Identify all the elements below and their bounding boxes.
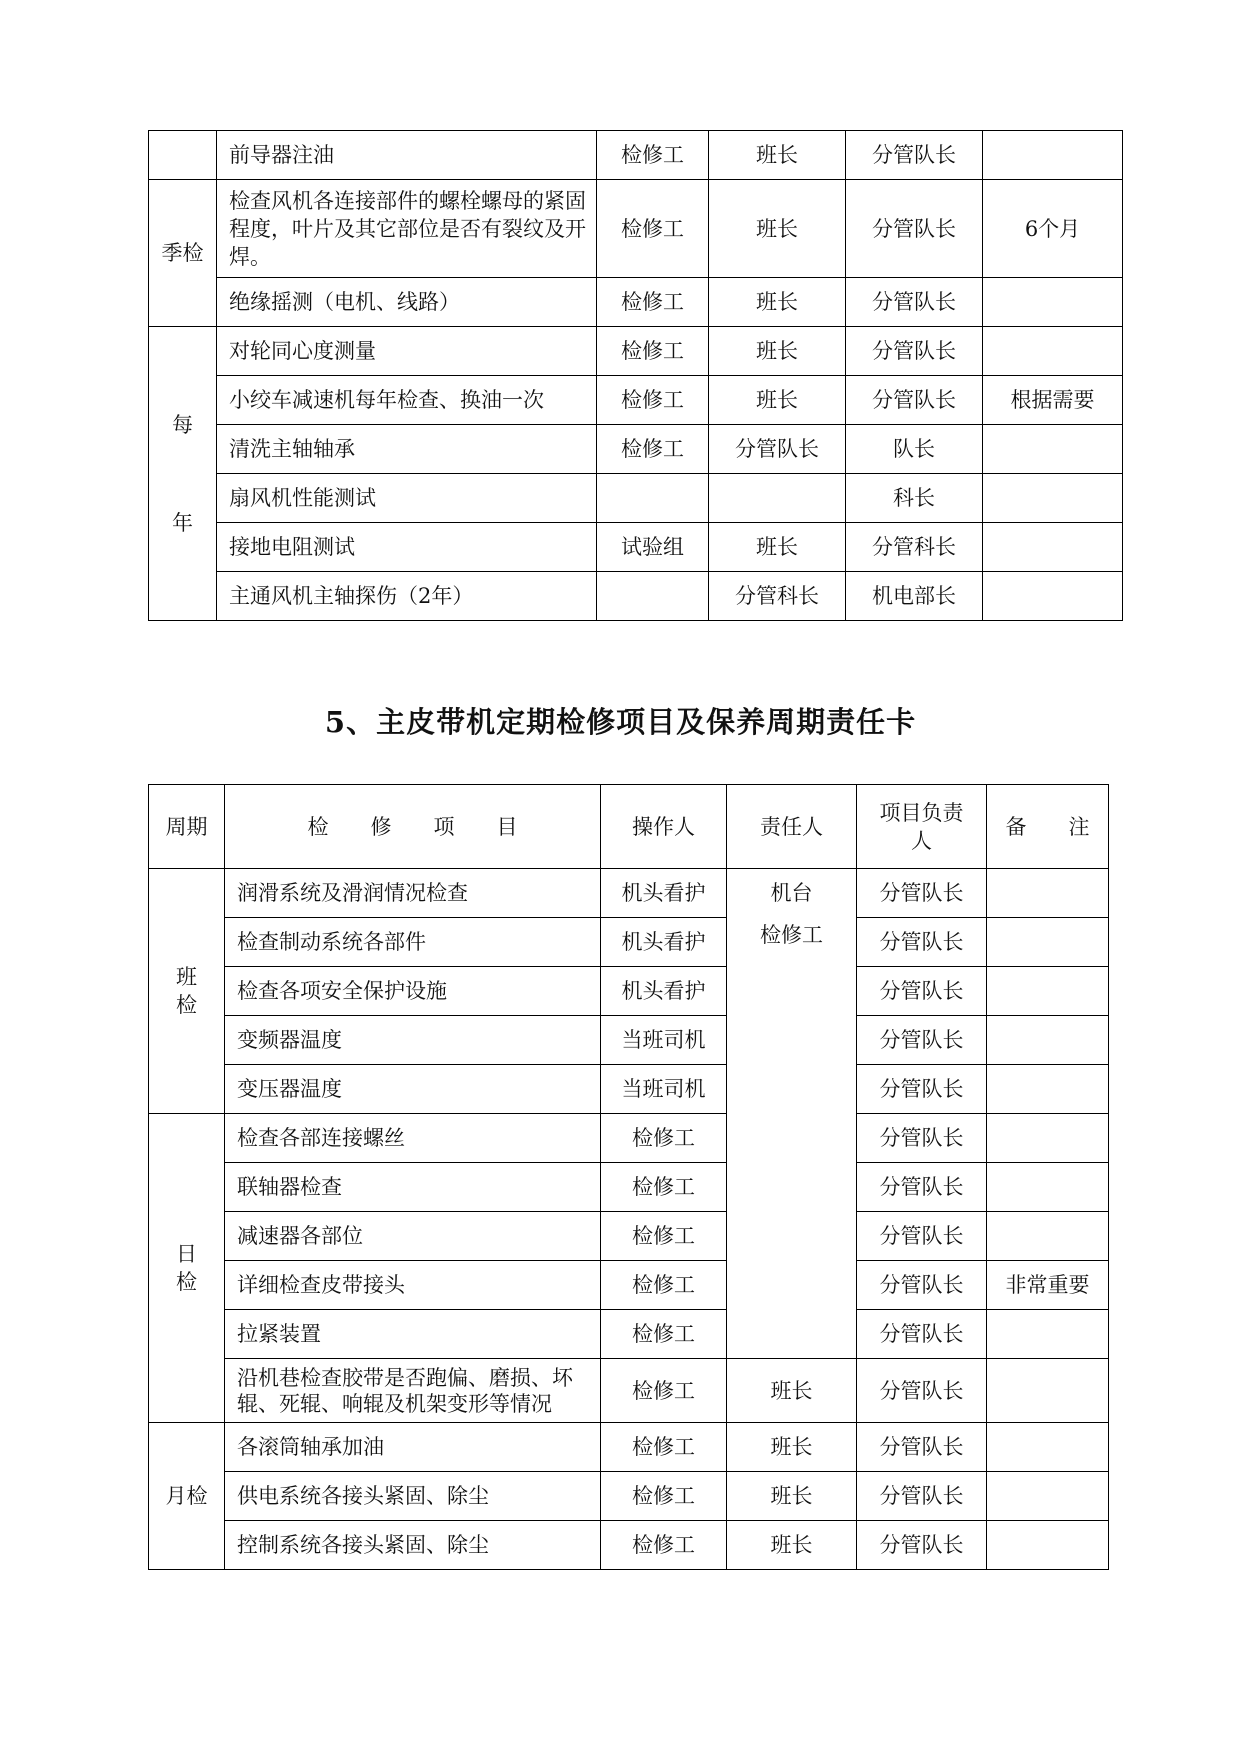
header-item: 检 修 项 目 [225,785,601,869]
responsible-cell: 班长 [727,1472,857,1521]
period-cell [149,131,217,180]
period-year-char-1: 每 [172,412,193,437]
leader-cell: 分管队长 [857,1423,987,1472]
section-title: 5、主皮带机定期检修项目及保养周期责任卡 [324,705,917,739]
item-cell: 变压器温度 [225,1065,601,1114]
operator-cell: 检修工 [601,1114,727,1163]
leader-cell: 分管队长 [857,1310,987,1359]
note-cell [983,327,1123,376]
item-cell: 变频器温度 [225,1016,601,1065]
item-cell: 检查各部连接螺丝 [225,1114,601,1163]
item-cell: 详细检查皮带接头 [225,1261,601,1310]
item-cell: 检查制动系统各部件 [225,918,601,967]
note-cell [983,474,1123,523]
leader-cell: 分管队长 [857,1212,987,1261]
period-cell-year [149,327,217,621]
table-row [149,474,1123,523]
note-cell [983,278,1123,327]
note-cell [987,1359,1109,1423]
table-row [149,918,1109,967]
responsible-cell: 班长 [709,376,846,425]
responsible-cell: 班长 [727,1359,857,1423]
period-year-char-2: 年 [172,510,193,535]
item-cell: 各滚筒轴承加油 [225,1423,601,1472]
note-cell [987,869,1109,918]
item-cell: 主通风机主轴探伤（2年） [217,572,597,621]
item-cell: 检查各项安全保护设施 [225,967,601,1016]
leader-cell: 分管队长 [857,1359,987,1423]
leader-cell: 分管队长 [846,180,983,278]
table-row [149,1212,1109,1261]
leader-cell: 科长 [846,474,983,523]
leader-cell: 队长 [846,425,983,474]
leader-cell: 分管队长 [857,1114,987,1163]
responsible-cell [709,474,846,523]
operator-cell: 检修工 [597,278,709,327]
header-note: 备 注 [987,785,1109,869]
header-responsible: 责任人 [727,785,857,869]
leader-cell: 分管队长 [857,1065,987,1114]
operator-cell: 检修工 [601,1472,727,1521]
table-row [149,869,1109,918]
operator-cell: 检修工 [597,327,709,376]
item-cell: 检查风机各连接部件的螺栓螺母的紧固程度，叶片及其它部位是否有裂纹及开焊。 [217,180,597,278]
table-row [149,327,1123,376]
table-row [149,1114,1109,1163]
note-cell [987,1310,1109,1359]
leader-cell: 分管队长 [846,278,983,327]
period-day-char-2: 检 [176,1270,197,1294]
table-row [149,425,1123,474]
item-cell: 拉紧装置 [225,1310,601,1359]
note-cell: 根据需要 [983,376,1123,425]
leader-cell: 分管科长 [846,523,983,572]
operator-cell: 检修工 [601,1359,727,1423]
note-cell [987,918,1109,967]
header-leader-line-2: 人 [911,828,932,853]
leader-cell: 分管队长 [857,1163,987,1212]
operator-cell: 当班司机 [601,1065,727,1114]
item-cell: 控制系统各接头紧固、除尘 [225,1521,601,1570]
leader-cell: 分管队长 [846,376,983,425]
responsible-cell: 班长 [727,1521,857,1570]
period-cell-day [149,1114,225,1423]
header-operator: 操作人 [601,785,727,869]
period-day-char-1: 日 [176,1242,197,1266]
operator-cell: 检修工 [601,1261,727,1310]
table-row [149,1423,1109,1472]
leader-cell: 分管队长 [857,967,987,1016]
operator-cell: 试验组 [597,523,709,572]
leader-cell: 分管队长 [846,131,983,180]
operator-cell: 检修工 [601,1521,727,1570]
header-leader-line-1: 项目负责 [879,800,964,825]
period-cell-shift [149,869,225,1114]
table-row [149,1359,1109,1423]
responsible-cell: 分管队长 [709,425,846,474]
table-row [149,1016,1109,1065]
item-cell: 沿机巷检查胶带是否跑偏、磨损、坏辊、死辊、响辊及机架变形等情况 [225,1359,601,1423]
item-cell: 前导器注油 [217,131,597,180]
operator-cell: 检修工 [601,1212,727,1261]
operator-cell [597,572,709,621]
item-cell: 扇风机性能测试 [217,474,597,523]
responsible-cell: 班长 [709,523,846,572]
table-row [149,278,1123,327]
belt-conveyor-maintenance-table [148,784,1109,1570]
table-row [149,1261,1109,1310]
period-shift-char-2: 检 [176,993,197,1017]
leader-cell: 分管队长 [857,1261,987,1310]
table-row [149,1065,1109,1114]
leader-cell: 机电部长 [846,572,983,621]
note-cell [987,1016,1109,1065]
period-cell-month: 月检 [149,1423,225,1570]
operator-cell: 机头看护 [601,918,727,967]
note-cell [987,967,1109,1016]
header-leader [857,785,987,869]
table-row [149,1310,1109,1359]
operator-cell: 检修工 [597,180,709,278]
note-cell [987,1114,1109,1163]
responsible-cell: 班长 [709,180,846,278]
responsible-cell: 班长 [709,278,846,327]
responsible-cell: 分管科长 [709,572,846,621]
table-row [149,572,1123,621]
period-shift-char-1: 班 [176,965,197,989]
leader-cell: 分管队长 [857,1521,987,1570]
leader-cell: 分管队长 [857,1016,987,1065]
operator-cell: 当班司机 [601,1016,727,1065]
item-cell: 清洗主轴轴承 [217,425,597,474]
note-cell [983,131,1123,180]
note-cell: 6个月 [983,180,1123,278]
operator-cell: 检修工 [597,131,709,180]
operator-cell: 检修工 [601,1310,727,1359]
item-cell: 小绞车减速机每年检查、换油一次 [217,376,597,425]
fan-maintenance-table [148,130,1123,621]
table-row [149,376,1123,425]
table-row [149,523,1123,572]
item-cell: 减速器各部位 [225,1212,601,1261]
operator-cell [597,474,709,523]
operator-cell: 检修工 [601,1423,727,1472]
responsible-cell: 班长 [727,1423,857,1472]
table-row [149,1521,1109,1570]
note-cell [987,1163,1109,1212]
responsible-cell: 班长 [709,131,846,180]
responsible-cell: 班长 [709,327,846,376]
leader-cell: 分管队长 [846,327,983,376]
merged-responsible-line-1: 机台 [770,881,813,905]
table-row [149,1472,1109,1521]
header-period: 周期 [149,785,225,869]
note-cell [987,1472,1109,1521]
note-cell [987,1065,1109,1114]
leader-cell: 分管队长 [857,918,987,967]
table-row [149,180,1123,278]
leader-cell: 分管队长 [857,1472,987,1521]
merged-responsible-line-2: 检修工 [760,923,823,947]
period-cell-season: 季检 [149,180,217,327]
operator-cell: 检修工 [601,1163,727,1212]
note-cell [987,1423,1109,1472]
item-cell: 接地电阻测试 [217,523,597,572]
note-cell [983,523,1123,572]
note-cell [987,1212,1109,1261]
merged-responsible-cell [727,869,857,1359]
note-cell [983,425,1123,474]
item-cell: 联轴器检查 [225,1163,601,1212]
note-cell: 非常重要 [987,1261,1109,1310]
leader-cell: 分管队长 [857,869,987,918]
item-cell: 润滑系统及滑润情况检查 [225,869,601,918]
item-cell: 对轮同心度测量 [217,327,597,376]
table-row [149,131,1123,180]
note-cell [987,1521,1109,1570]
table-row [149,1163,1109,1212]
table-header-row [149,785,1109,869]
item-cell: 供电系统各接头紧固、除尘 [225,1472,601,1521]
item-cell: 绝缘摇测（电机、线路） [217,278,597,327]
table-row [149,967,1109,1016]
operator-cell: 机头看护 [601,967,727,1016]
note-cell [983,572,1123,621]
operator-cell: 机头看护 [601,869,727,918]
operator-cell: 检修工 [597,376,709,425]
operator-cell: 检修工 [597,425,709,474]
